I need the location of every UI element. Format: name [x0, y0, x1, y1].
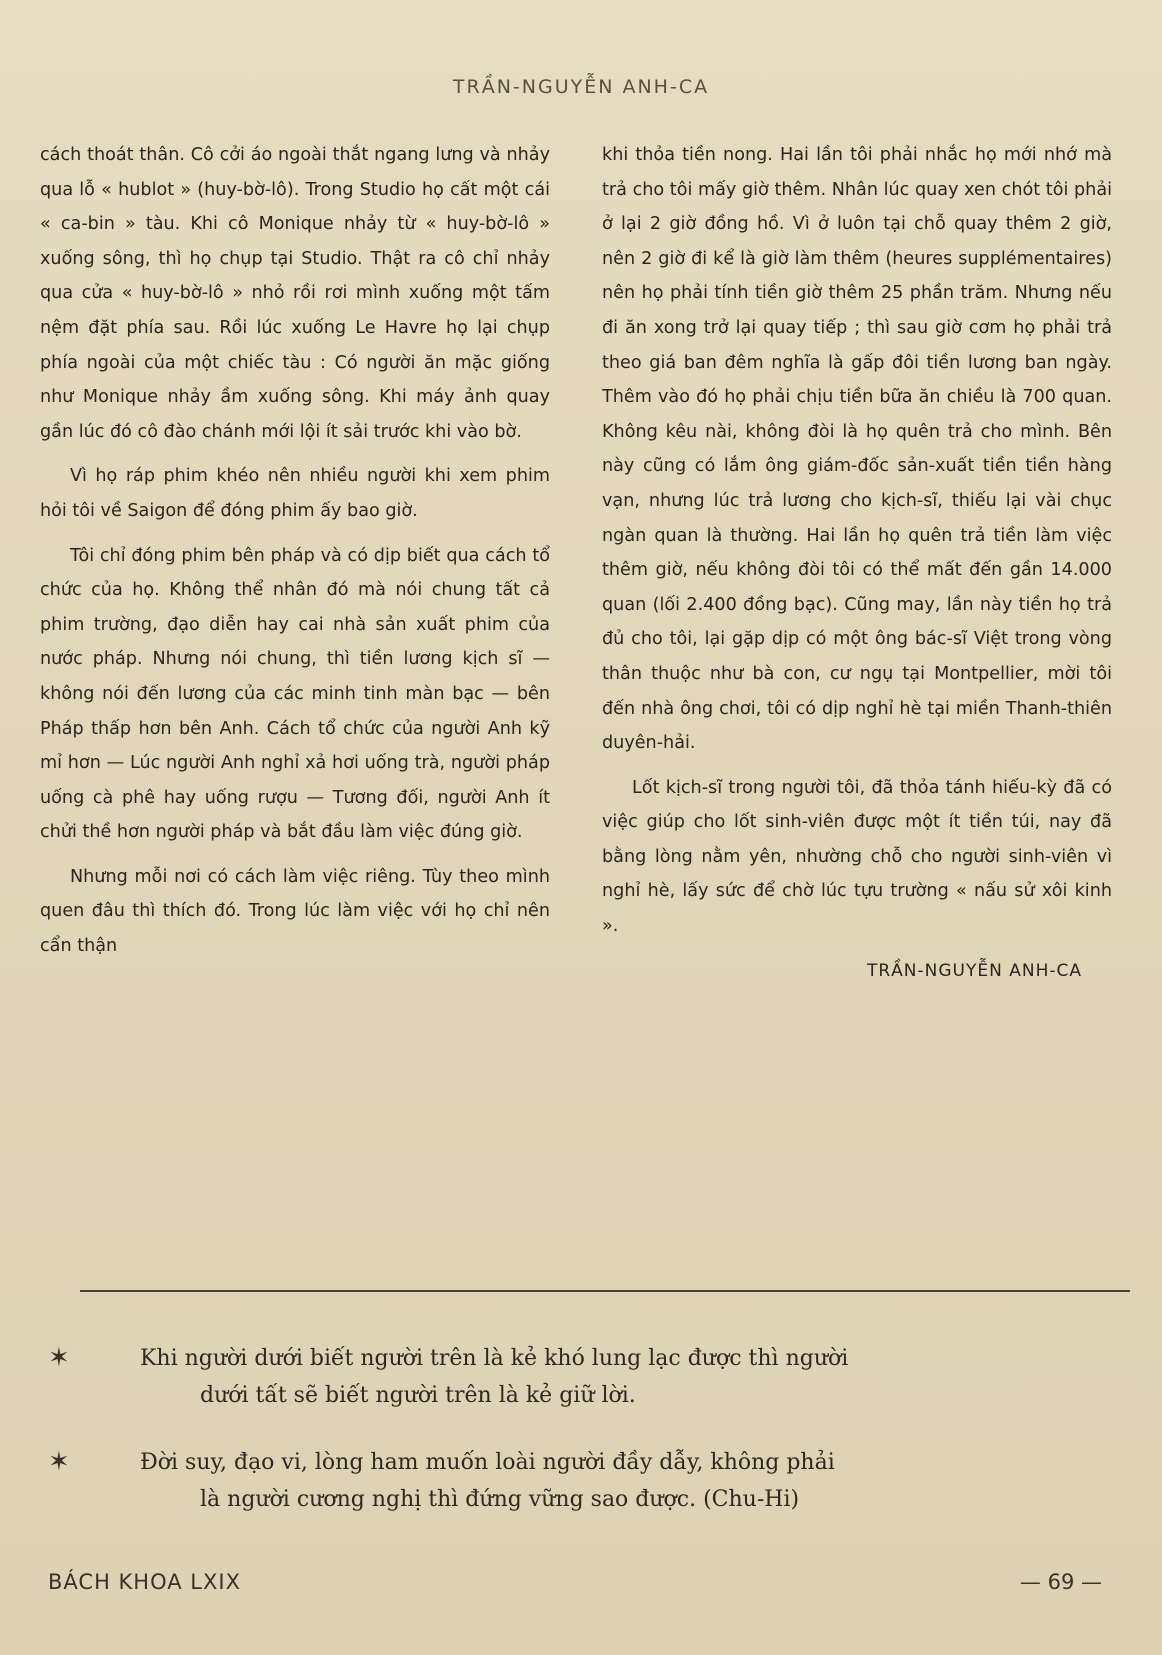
section-divider [80, 1290, 1130, 1292]
left-paragraph: Vì họ ráp phim khéo nên nhiều người khi xem phim hỏi tôi về Saigon để đóng phim ấy bao giờ. [40, 466, 550, 521]
quote-item [40, 1444, 1140, 1518]
magazine-name: BÁCH KHOA LXIX [48, 1570, 241, 1594]
quote-line: Khi người dưới biết người trên là kẻ khó lung lạc được thì người [140, 1346, 849, 1371]
quote-line: Đời suy, đạo vi, lòng ham muốn loài người đầy dẫy, không phải [140, 1450, 835, 1475]
quotes-section [40, 1340, 1140, 1548]
quote-line: là người cương nghị thì đứng vững sao được. (Chu-Hi) [200, 1487, 800, 1512]
left-paragraph: Tôi chỉ đóng phim bên pháp và có dịp biết qua cách tổ chức của họ. Không thể nhân đó mà nói chung tất cả phim trường, đạo diễn hay cai nhà sản xuất phim của nước pháp. Nhưng nói chung, thì tiền lương kịch sĩ — không nói đến lương của các minh tinh màn bạc — bên Pháp thấp hơn bên Anh. Cách tổ chức của người Anh kỹ mỉ hơn — Lúc người Anh nghỉ xả hơi uống trà, người pháp uống cà phê hay uống rượu — Tương đối, người Anh ít chửi thề hơn người pháp và bắt đầu làm việc đúng giờ. [40, 545, 550, 843]
right-paragraph: Lốt kịch-sĩ trong người tôi, đã thỏa tánh hiếu-kỳ đã có việc giúp cho lốt sinh-viên được một ít tiền túi, nay đã bằng lòng nằm yên, nhường chỗ cho người sinh-viên vì nghỉ hè, lấy sức để chờ lúc tựu trường « nấu sử xôi kinh ». [602, 777, 1112, 937]
left-paragraph: Nhưng mỗi nơi có cách làm việc riêng. Tùy theo mình quen đâu thì thích đó. Trong lúc làm việc với họ chỉ nên cẩn thận [40, 866, 550, 957]
left-column [40, 138, 550, 974]
quote-line: dưới tất sẽ biết người trên là kẻ giữ lời. [200, 1383, 636, 1408]
quote-text [140, 1340, 1140, 1414]
quote-text [140, 1444, 1140, 1518]
author-signature: TRẦN-NGUYỄN ANH-CA [866, 960, 1082, 981]
left-paragraph: cách thoát thân. Cô cởi áo ngoài thắt ngang lưng và nhảy qua lỗ « hublot » (huy-bờ-lô). Trong Studio họ cất một cái « ca-bin » tàu. Khi cô Monique nhảy từ « huy-bờ-lô » xuống sông, thì họ chụp tại Studio. Thật ra cô chỉ nhảy qua cửa « huy-bờ-lô » nhỏ rồi rơi mình xuống một tấm nệm đặt phía sau. Rồi lúc xuống Le Havre họ lại chụp phía ngoài của một chiếc tàu : Có người ăn mặc giống như Monique nhảy ầm xuống sông. Khi máy ảnh quay gần lúc đó cô đào chánh mới lội ít sải trước khi vào bờ. [40, 145, 550, 442]
star-ornament-icon: ✶ [48, 1447, 70, 1477]
star-ornament-icon: ✶ [48, 1343, 70, 1373]
quote-item [40, 1340, 1140, 1414]
page-number: — 69 — [1019, 1570, 1102, 1594]
right-column [602, 138, 1112, 988]
running-head: TRẦN-NGUYỄN ANH-CA [452, 76, 710, 98]
right-paragraph: khi thỏa tiền nong. Hai lần tôi phải nhắc họ mới nhớ mà trả cho tôi mấy giờ thêm. Nhân lúc quay xen chót tôi phải ở lại 2 giờ đồng hồ. Vì ở luôn tại chỗ quay thêm 2 giờ, nên 2 giờ đi kể là giờ làm thêm (heures supplémentaires) nên họ phải tính tiền giờ thêm 25 phần trăm. Nhưng nếu đi ăn xong trở lại quay tiếp ; thì sau giờ cơm họ phải trả theo giá ban đêm nghĩa là gấp đôi tiền lương ban ngày. Thêm vào đó họ phải chịu tiền bữa ăn chiều là 700 quan. Không kêu nài, không đòi là họ quên trả cho mình. Bên này cũng có lắm ông giám-đốc sản-xuất tiền tiền hàng vạn, nhưng lúc trả lương cho kịch-sĩ, thiếu lại vài chục ngàn quan là thường. Hai lần họ quên trả tiền làm việc thêm giờ, nếu không đòi tôi có thể mất đến gần 14.000 quan (lối 2.400 đồng bạc). Cũng may, lần này tiền họ trả đủ cho tôi, lại gặp dịp có một ông bác-sĩ Việt trong vòng thân thuộc như bà con, cư ngụ tại Montpellier, mời tôi đến nhà ông chơi, tôi có dịp nghỉ hè tại miền Thanh-thiên duyên-hải. [602, 145, 1112, 754]
